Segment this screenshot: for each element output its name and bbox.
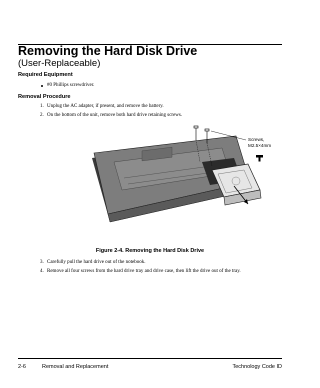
step-text: Unplug the AC adapter, if present, and remove the battery. (47, 104, 164, 109)
step-text: Remove all four screws from the hard drive tray and drive case, then lift the drive out of the tray. (47, 269, 241, 274)
step-number: 1. (40, 104, 44, 109)
screws-callout (248, 137, 271, 149)
bullet-icon (41, 85, 43, 87)
step-number: 2. (40, 113, 44, 118)
callout-line-1: Screws, (248, 137, 265, 142)
step-text: Carefully pull the hard drive out of the notebook. (47, 260, 146, 265)
step-3 (40, 260, 145, 265)
page-number: 2-6 (18, 364, 26, 370)
step-number: 3. (40, 260, 44, 265)
removal-procedure-heading: Removal Procedure (18, 94, 71, 100)
page-title: Removing the Hard Disk Drive (18, 44, 198, 58)
page-subtitle: (User-Replaceable) (18, 58, 101, 69)
step-text: On the bottom of the unit, remove both hard drive retaining screws. (47, 113, 183, 118)
callout-line-2: M2.5×4mm (248, 143, 272, 148)
bottom-rule (18, 358, 282, 359)
step-1 (40, 104, 164, 109)
equipment-item: #0 Phillips screwdriver. (47, 83, 95, 88)
step-number: 4. (40, 269, 44, 274)
footer-section: Removal and Replacement (42, 364, 109, 370)
footer-doc-name: Technology Code ID (232, 364, 282, 370)
required-equipment-heading: Required Equipment (18, 72, 73, 78)
step-4 (40, 269, 241, 274)
figure-caption: Figure 2-4. Removing the Hard Disk Drive (95, 248, 205, 254)
